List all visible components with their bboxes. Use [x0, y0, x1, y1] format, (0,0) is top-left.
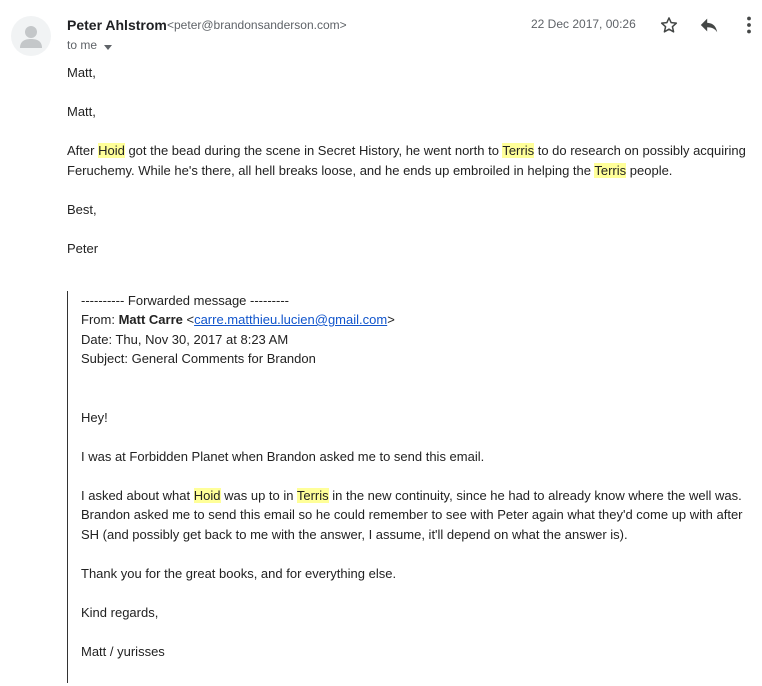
forwarded-date-line: Date: Thu, Nov 30, 2017 at 8:23 AM	[81, 332, 289, 347]
reply-button[interactable]	[698, 15, 720, 35]
star-button[interactable]	[659, 15, 679, 35]
search-highlight: Hoid	[193, 488, 221, 503]
vertical-dots-icon	[740, 15, 758, 35]
text-span: From:	[81, 312, 119, 327]
greeting-line-2: Matt,	[67, 104, 96, 119]
text-span: people.	[626, 163, 673, 178]
quote-border	[67, 291, 68, 683]
forwarded-paragraph-line: Brandon asked me to send this email so he could remember to see with Peter again what they'd come up with after	[81, 507, 743, 522]
forwarded-from-line	[81, 310, 762, 330]
sender-avatar[interactable]	[11, 16, 51, 56]
sender-name[interactable]: Peter Ahlstrom	[67, 17, 167, 33]
star-outline-icon	[659, 15, 679, 35]
text-span: Feruchemy. While he's there, all hell breaks loose, and he ends up embroiled in helping the	[67, 163, 595, 178]
search-highlight: Terris	[296, 488, 329, 503]
forwarded-paragraph: I was at Forbidden Planet when Brandon asked me to send this email.	[81, 449, 485, 464]
body-paragraph-line	[67, 161, 757, 181]
message-date: 22 Dec 2017, 00:26	[531, 17, 636, 31]
text-span: After	[67, 143, 99, 158]
forwarded-greeting: Hey!	[81, 410, 108, 425]
sender-email: <peter@brandonsanderson.com>	[167, 18, 347, 32]
text-span: in the new continuity, since he had to already know where the well was.	[328, 488, 742, 503]
person-icon	[11, 16, 51, 56]
chevron-down-icon	[104, 39, 112, 53]
forwarded-header: ---------- Forwarded message ---------	[81, 293, 289, 308]
search-highlight: Hoid	[98, 143, 125, 158]
forwarded-signature: Matt / yurisses	[81, 644, 165, 659]
forwarded-paragraph-line: SH (and possibly get back to me with the answer, I assume, it'll depend on what the answer is).	[81, 527, 628, 542]
forwarded-paragraph-line	[81, 486, 762, 506]
text-span: I asked about what	[81, 488, 194, 503]
forwarded-signoff: Kind regards,	[81, 605, 159, 620]
forwarded-subject-line: Subject: General Comments for Brandon	[81, 351, 316, 366]
forwarded-from-email-link[interactable]: carre.matthieu.lucien@gmail.com	[194, 312, 388, 327]
search-highlight: Terris	[594, 163, 627, 178]
text-span: was up to in	[220, 488, 297, 503]
body-paragraph-line	[67, 141, 757, 161]
text-span: >	[387, 312, 395, 327]
signature-line: Peter	[67, 241, 99, 256]
more-options-button[interactable]	[740, 15, 758, 35]
recipient-label: to me	[67, 38, 98, 52]
text-span: got the bead during the scene in Secret History, he went north to	[124, 143, 503, 158]
text-span: <	[182, 312, 195, 327]
forwarded-from-name: Matt Carre	[118, 312, 183, 327]
text-span: to do research on possibly acquiring	[534, 143, 746, 158]
search-highlight: Terris	[502, 143, 535, 158]
signoff-line: Best,	[67, 202, 97, 217]
forwarded-paragraph: Thank you for the great books, and for everything else.	[81, 566, 397, 581]
recipient-details-toggle[interactable]	[67, 38, 112, 53]
reply-arrow-icon	[698, 15, 720, 35]
greeting-line: Matt,	[67, 65, 96, 80]
